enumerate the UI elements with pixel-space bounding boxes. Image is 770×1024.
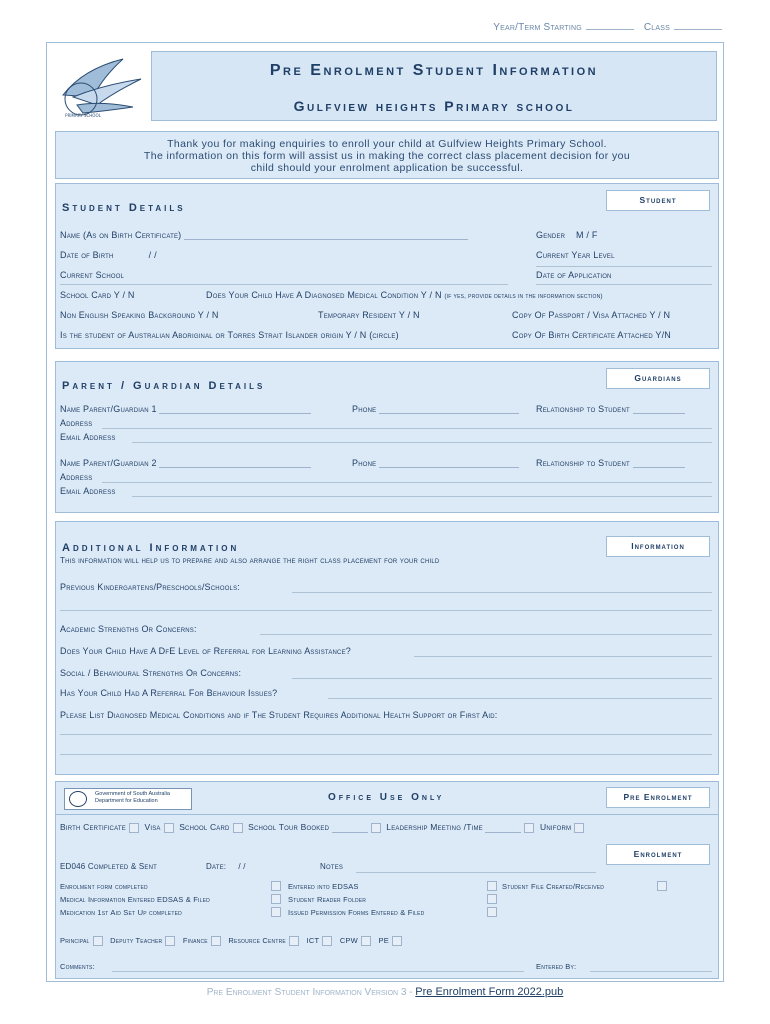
edsas-checkbox[interactable] [487, 881, 497, 891]
office-row-1: Birth Certificate Visa School Card School Tour Booked Leadership Meeting /Time Uniform [60, 822, 587, 833]
enrolment-tag: Enrolment [606, 844, 710, 865]
school-name: Gulfview heights Primary school [293, 98, 575, 114]
ed046-field[interactable]: ED046 Completed & Sent [60, 862, 157, 871]
medical-info-item: Medical Information Entered EDSAS & Filed [60, 895, 210, 904]
guardian2-name-field[interactable]: Name Parent/Guardian 2 [60, 458, 311, 468]
student-tag: Student [606, 190, 710, 211]
office-title: Office Use Only [328, 792, 445, 803]
version-text: Pre Enrolment Student Information Version 3 - [206, 987, 413, 998]
guardian1-email-field[interactable]: Email Address [60, 432, 116, 442]
staff-row: Principal Deputy Teacher Finance Resource Centre ICT CPW PE [60, 936, 405, 946]
permission-item: Issued Permission Forms Entered & Filed [288, 908, 425, 917]
esl-field[interactable]: Non English Speaking Background Y / N [60, 310, 219, 320]
previous-schools-field[interactable]: Previous Kindergartens/Preschools/Schools: [60, 582, 240, 592]
additional-info-section [55, 521, 719, 775]
notes-field[interactable]: Notes [320, 862, 344, 871]
guardian1-phone-field[interactable]: Phone [352, 404, 519, 414]
section-title: Student Details [62, 202, 186, 214]
footer [0, 986, 770, 998]
social-field[interactable]: Social / Behavioural Strengths Or Concerns: [60, 668, 242, 678]
guardian2-phone-field[interactable]: Phone [352, 458, 519, 468]
deputy-checkbox[interactable] [165, 936, 175, 946]
birth-cert-checkbox[interactable] [129, 823, 139, 833]
atsi-field[interactable]: Is the student of Australian Aboriginal or Torres Strait Islander origin Y / N (circle) [60, 330, 399, 340]
section-title: Additional Information [62, 542, 240, 554]
guardian2-email-field[interactable]: Email Address [60, 486, 116, 496]
guardian1-address-field[interactable]: Address [60, 418, 93, 428]
uniform-checkbox[interactable] [574, 823, 584, 833]
intro-text [55, 131, 719, 179]
crest-icon [69, 791, 87, 807]
current-school-field[interactable]: Current School [60, 270, 125, 280]
medical-condition-field[interactable]: Does Your Child Have A Diagnosed Medical Condition Y / N (if yes, provide details in the information section) [206, 290, 603, 300]
passport-field[interactable]: Copy Of Passport / Visa Attached Y / N [512, 310, 671, 320]
visa-checkbox[interactable] [164, 823, 174, 833]
entered-by-field[interactable]: Entered By: [536, 962, 577, 971]
medical-info-checkbox[interactable] [271, 894, 281, 904]
office-use-section [55, 781, 719, 979]
guardians-tag: Guardians [606, 368, 710, 389]
leadership-checkbox[interactable] [524, 823, 534, 833]
reader-checkbox[interactable] [487, 894, 497, 904]
intro-line: Thank you for making enquiries to enroll your child at Gulfview Heights Primary School. [167, 138, 607, 150]
guardian1-relationship-field[interactable]: Relationship to Student [536, 404, 685, 414]
title-banner [151, 51, 717, 121]
school-card-field[interactable]: School Card Y / N [60, 290, 135, 300]
information-tag: Information [606, 536, 710, 557]
section-title: Parent / Guardian Details [62, 380, 266, 392]
name-field[interactable]: Name (As on Birth Certificate) [60, 230, 468, 240]
intro-line: The information on this form will assist us in making the correct class placement decision for you [143, 150, 631, 162]
birth-cert-field[interactable]: Copy Of Birth Certificate Attached Y/N [512, 330, 672, 340]
page-title: Pre Enrolment Student Information [269, 62, 599, 79]
year-term-label: Year/Term Starting [493, 22, 634, 33]
reader-item: Student Reader Folder [288, 895, 367, 904]
header-meta [493, 22, 722, 33]
student-file-item: Student File Created/Received [502, 882, 605, 891]
intro-line: child should your enrolment application be successful. [250, 162, 524, 174]
gov-logo: Government of South Australia Department for Education [64, 788, 192, 810]
academic-field[interactable]: Academic Strengths Or Concerns: [60, 624, 197, 634]
additional-subtitle: This information will help us to prepare and also arrange the right class placement for your child [60, 556, 440, 565]
referral-field[interactable]: Has Your Child Had A Referral For Behaviour Issues? [60, 688, 278, 698]
principal-checkbox[interactable] [93, 936, 103, 946]
medication-checkbox[interactable] [271, 907, 281, 917]
temp-resident-field[interactable]: Temporary Resident Y / N [318, 310, 420, 320]
edsas-item: Entered into EDSAS [288, 882, 359, 891]
guardian-section [55, 361, 719, 513]
finance-checkbox[interactable] [211, 936, 221, 946]
student-file-checkbox[interactable] [657, 881, 667, 891]
comments-field[interactable]: Comments: [60, 962, 95, 971]
tour-checkbox[interactable] [371, 823, 381, 833]
school-logo [53, 49, 153, 127]
svg-text:PRIMARY SCHOOL: PRIMARY SCHOOL [65, 113, 101, 118]
pe-checkbox[interactable] [392, 936, 402, 946]
date-field[interactable]: Date: / / [206, 862, 246, 871]
dfe-field[interactable]: Does Your Child Have A DfE Level of Referral for Learning Assistance? [60, 646, 351, 656]
ict-checkbox[interactable] [322, 936, 332, 946]
year-level-field[interactable]: Current Year Level [536, 250, 615, 260]
guardian2-address-field[interactable]: Address [60, 472, 93, 482]
school-card-checkbox[interactable] [233, 823, 243, 833]
cpw-checkbox[interactable] [361, 936, 371, 946]
resource-checkbox[interactable] [289, 936, 299, 946]
application-date-field[interactable]: Date of Application [536, 270, 612, 280]
enrol-form-item: Enrolment form completed [60, 882, 148, 891]
dob-field[interactable]: Date of Birth / / [60, 250, 157, 260]
guardian1-name-field[interactable]: Name Parent/Guardian 1 [60, 404, 311, 414]
file-link[interactable]: Pre Enrolment Form 2022.pub [415, 986, 564, 998]
health-field[interactable]: Please List Diagnosed Medical Conditions and if The Student Requires Additional Health Support or First Aid: [60, 710, 498, 720]
class-label: Class [644, 22, 722, 33]
guardian2-relationship-field[interactable]: Relationship to Student [536, 458, 685, 468]
gender-field[interactable]: Gender M / F [536, 230, 598, 240]
pre-enrolment-tag: Pre Enrolment [606, 787, 710, 808]
permission-checkbox[interactable] [487, 907, 497, 917]
form-page [46, 42, 724, 982]
student-details-section [55, 183, 719, 349]
enrol-form-checkbox[interactable] [271, 881, 281, 891]
medication-item: Medication 1st Aid Set Up completed [60, 908, 182, 917]
